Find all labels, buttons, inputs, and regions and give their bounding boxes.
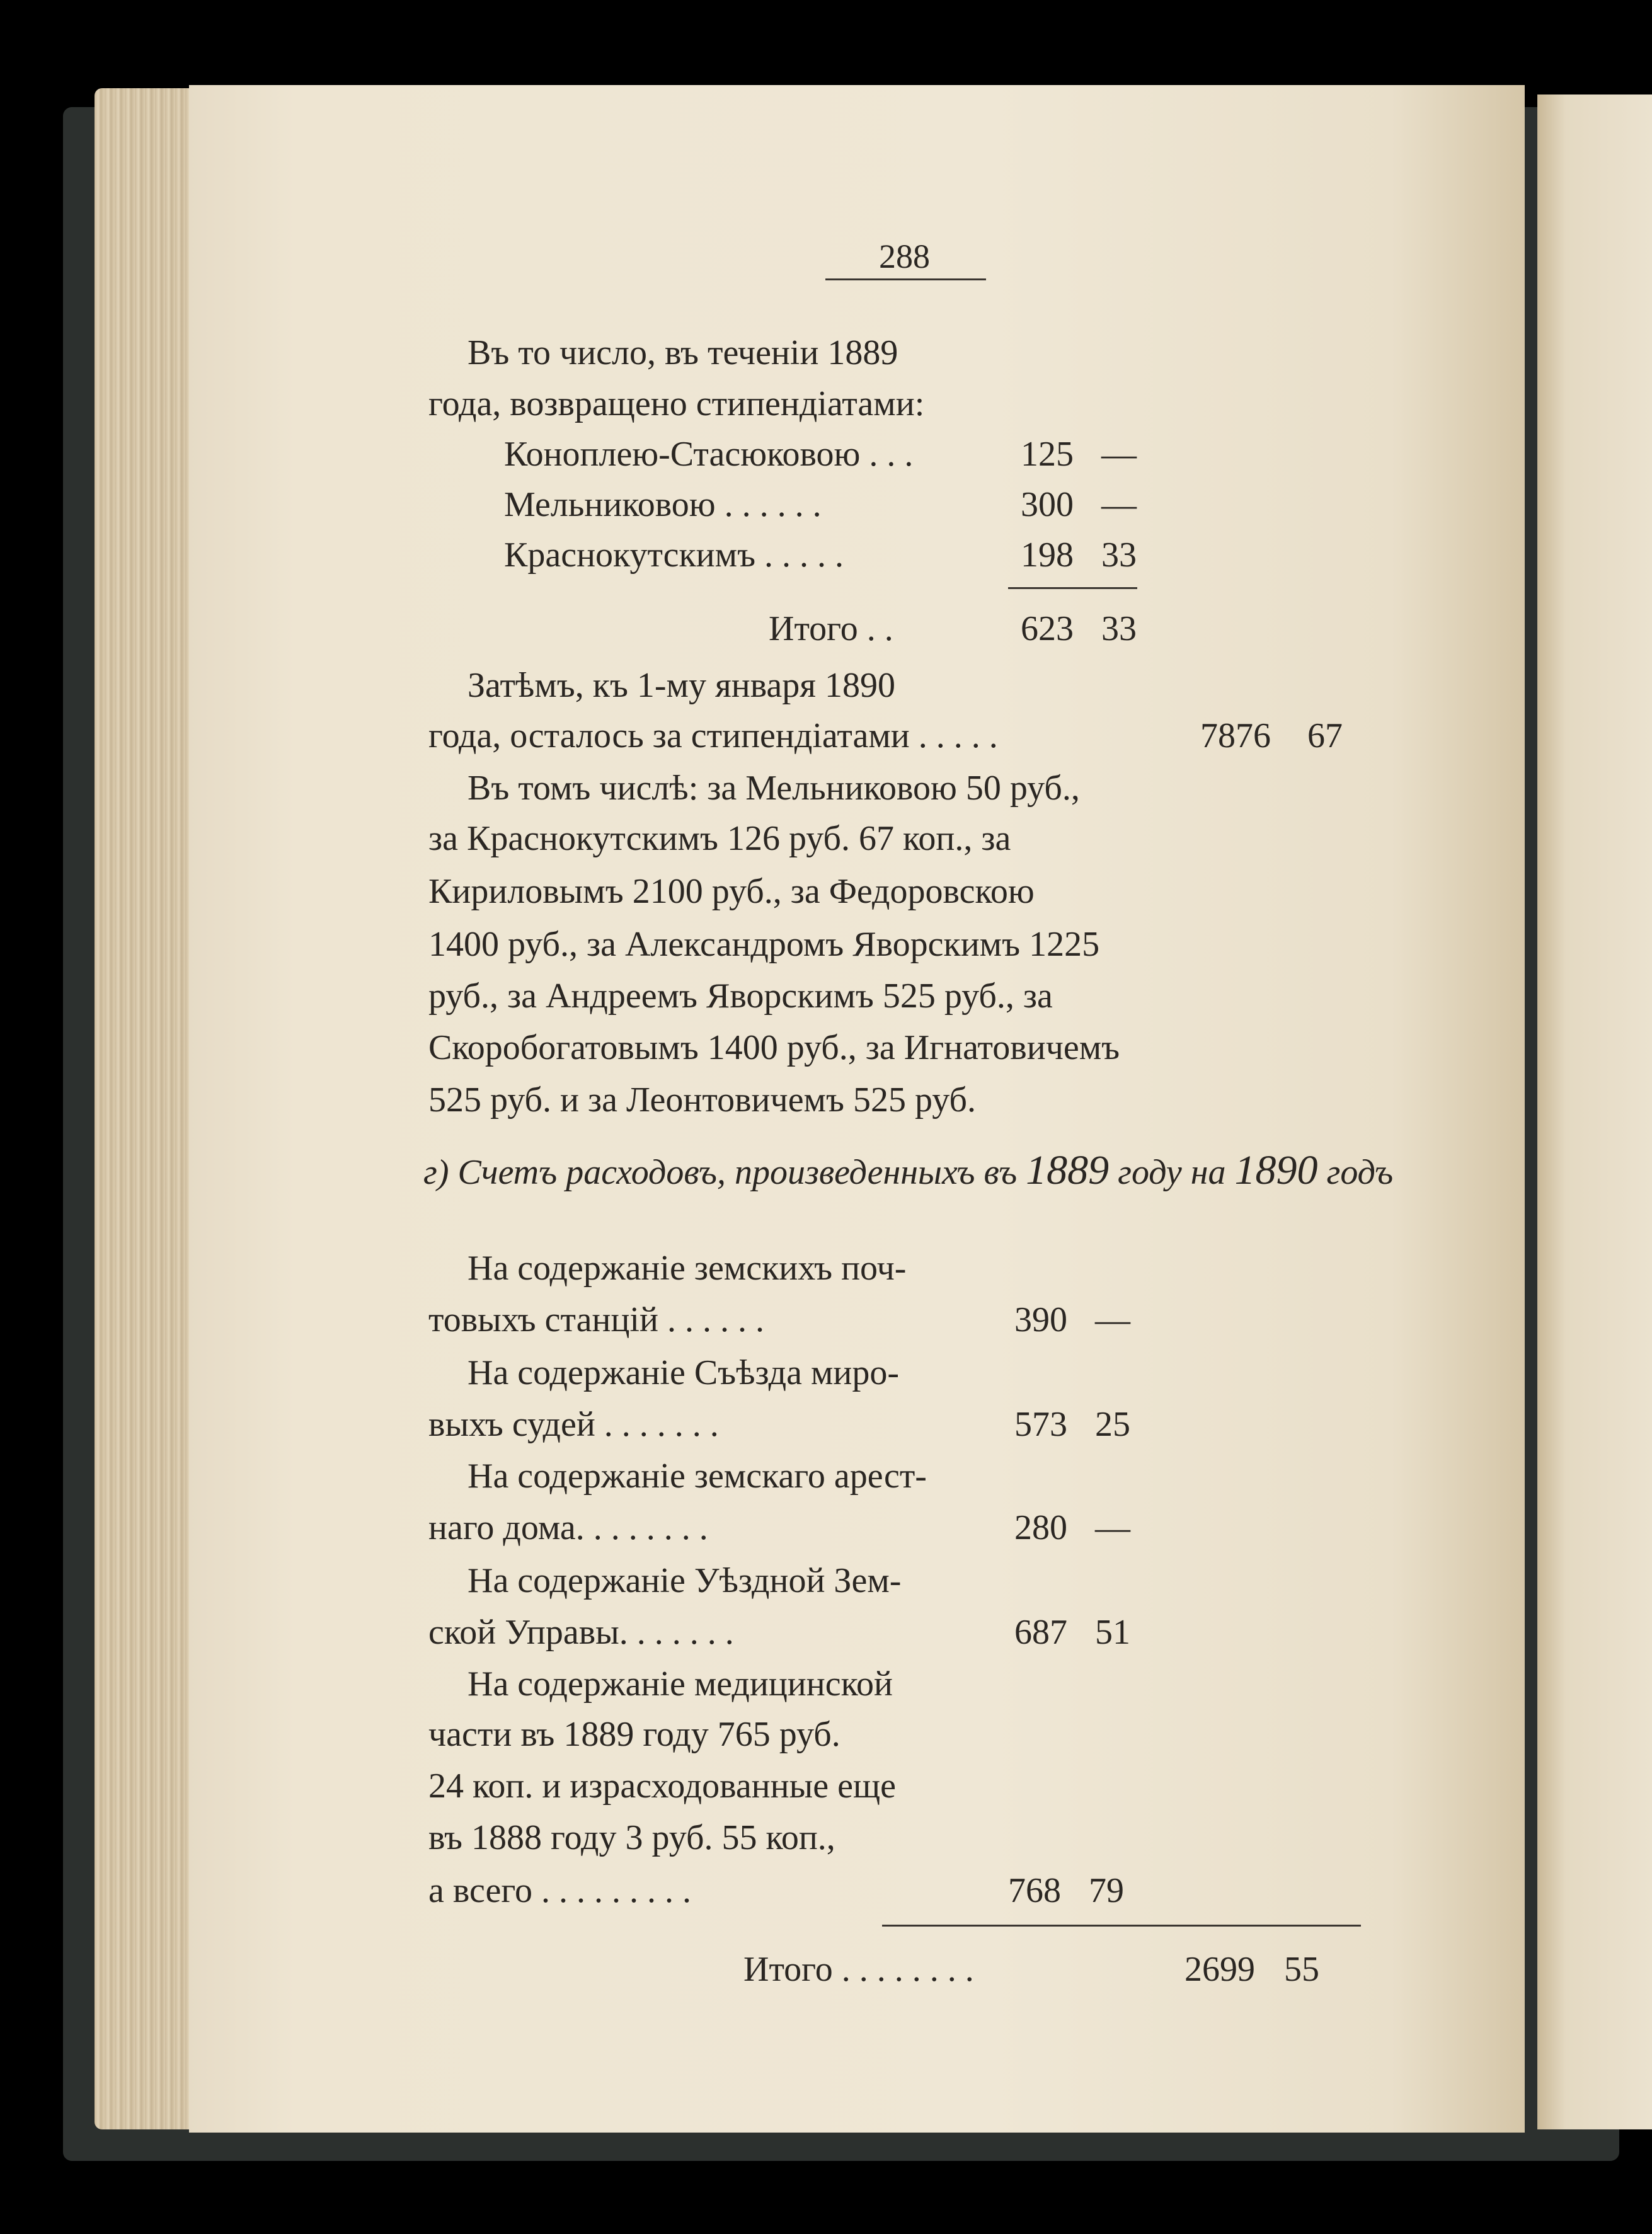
remaining-line2: года, осталось за стипендіатами . . . . . bbox=[428, 716, 998, 755]
expense-line: а всего . . . . . . . . . bbox=[428, 1871, 691, 1910]
expense-line: На содержаніе Уѣздной Зем- bbox=[467, 1561, 902, 1600]
returned-item-kop: 33 bbox=[1101, 536, 1137, 575]
expense-line: наго дома. . . . . . . . bbox=[428, 1508, 708, 1547]
expense-line: На содержаніе земскаго арест- bbox=[467, 1457, 927, 1496]
returned-item-rub: 125 bbox=[1021, 435, 1074, 474]
expense-line: въ 1888 году 3 руб. 55 коп., bbox=[428, 1818, 835, 1857]
section-heading-suffix: годъ bbox=[1326, 1153, 1394, 1192]
document-page bbox=[189, 85, 1525, 2133]
expense-kop: 25 bbox=[1095, 1405, 1130, 1444]
returned-sum-rule bbox=[1008, 587, 1137, 589]
detail-line: Скоробогатовымъ 1400 руб., за Игнатовичемъ bbox=[428, 1028, 1120, 1067]
expense-line: На содержаніе Съѣзда миро- bbox=[467, 1353, 900, 1392]
expense-kop: — bbox=[1095, 1300, 1130, 1339]
grand-total-rub: 2699 bbox=[1185, 1950, 1255, 1989]
section-heading-year1: 1889 bbox=[1026, 1147, 1110, 1193]
remaining-line1: Затѣмъ, къ 1-му января 1890 bbox=[467, 666, 896, 705]
detail-line: руб., за Андреемъ Яворскимъ 525 руб., за bbox=[428, 977, 1053, 1016]
grand-total-rule bbox=[882, 1925, 1361, 1927]
returned-total-kop: 33 bbox=[1101, 609, 1137, 648]
facing-page bbox=[1537, 95, 1652, 2129]
remaining-rub: 7876 bbox=[1200, 716, 1271, 755]
expense-line: На содержаніе земскихъ поч- bbox=[467, 1249, 907, 1288]
returned-item-name: Коноплею-Стасюковою . . . bbox=[504, 435, 914, 474]
detail-line: 1400 руб., за Александромъ Яворскимъ 1225 bbox=[428, 925, 1100, 964]
expense-rub: 390 bbox=[1014, 1300, 1067, 1339]
remaining-kop: 67 bbox=[1307, 716, 1343, 755]
grand-total-kop: 55 bbox=[1284, 1950, 1319, 1989]
expense-kop: 51 bbox=[1095, 1613, 1130, 1652]
expense-rub: 280 bbox=[1014, 1508, 1067, 1547]
returned-item-name: Мельниковою . . . . . . bbox=[504, 485, 822, 524]
expense-line: выхъ судей . . . . . . . bbox=[428, 1405, 719, 1444]
detail-line: 525 руб. и за Леонтовичемъ 525 руб. bbox=[428, 1080, 976, 1120]
returned-item-kop: — bbox=[1101, 435, 1137, 474]
detail-line: Въ томъ числѣ: за Мельниковою 50 руб., bbox=[467, 769, 1080, 808]
returned-total-label: Итого . . bbox=[769, 609, 893, 648]
expense-rub: 687 bbox=[1014, 1613, 1067, 1652]
returned-total-rub: 623 bbox=[1021, 609, 1074, 648]
expense-rub: 768 bbox=[1008, 1871, 1061, 1910]
section-heading-middle: году на bbox=[1118, 1153, 1226, 1192]
page-number-rule bbox=[825, 278, 986, 280]
returned-intro-line2: года, возвращено стипендіатами: bbox=[428, 384, 925, 423]
page-number: 288 bbox=[879, 238, 930, 275]
expense-line: На содержаніе медицинской bbox=[467, 1664, 893, 1704]
grand-total-label: Итого . . . . . . . . bbox=[743, 1950, 974, 1989]
expense-line: ской Управы. . . . . . . bbox=[428, 1613, 734, 1652]
expense-kop: — bbox=[1095, 1508, 1130, 1547]
section-heading bbox=[423, 1147, 1394, 1193]
returned-item-rub: 300 bbox=[1021, 485, 1074, 524]
expense-line: части въ 1889 году 765 руб. bbox=[428, 1715, 840, 1754]
expense-line: 24 коп. и израсходованные еще bbox=[428, 1767, 896, 1806]
expense-rub: 573 bbox=[1014, 1405, 1067, 1444]
returned-item-name: Краснокутскимъ . . . . . bbox=[504, 536, 844, 575]
returned-item-rub: 198 bbox=[1021, 536, 1074, 575]
detail-line: Кириловымъ 2100 руб., за Федоровскою bbox=[428, 872, 1035, 911]
returned-intro-line1: Въ то число, въ теченіи 1889 bbox=[467, 333, 898, 372]
returned-item-kop: — bbox=[1101, 485, 1137, 524]
section-heading-year2: 1890 bbox=[1234, 1147, 1318, 1193]
section-heading-prefix: г) Счетъ расходовъ, произведенныхъ въ bbox=[423, 1153, 1018, 1192]
expense-kop: 79 bbox=[1089, 1871, 1124, 1910]
expense-line: товыхъ станцій . . . . . . bbox=[428, 1300, 764, 1339]
detail-line: за Краснокутскимъ 126 руб. 67 коп., за bbox=[428, 819, 1011, 858]
